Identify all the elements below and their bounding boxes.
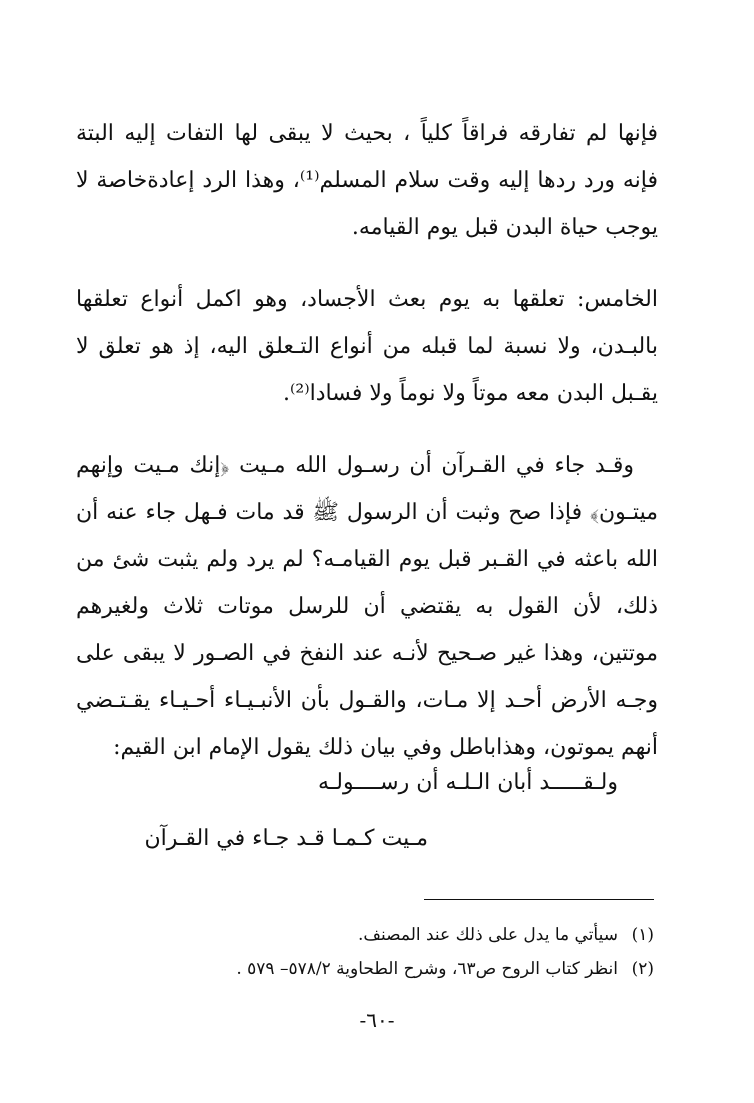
footnote-1 xyxy=(60,918,654,952)
poem-verse-line-1: ولـقـــــد أبان الـلـه أن رســــولـه xyxy=(318,770,618,795)
paragraph-1: فإنها لم تفارقه فراقاً كلياً ، بحيث لا يبقى لها التفات إليه البتة فإنه ورد ردها إليه وقت سلام المسلم⁽¹⁾، وهذا الرد إعادةخاصة لا يوجب حياة البدن قبل يوم القيامه. xyxy=(76,121,658,240)
footnote-number: (٢) xyxy=(631,959,654,979)
paragraph-2: الخامس: تعلقها به يوم بعث الأجساد، وهو اكمل أنواع تعلقها بالبـدن، ولا نسبة لما قبله من أنواع التـعلق اليه، إذ هو تعلق لا يقـبل البدن معه موتاً ولا نوماً ولا فسادا⁽²⁾. xyxy=(76,287,658,406)
footnote-number: (١) xyxy=(631,925,654,945)
footnotes xyxy=(60,918,654,986)
footnote-2 xyxy=(60,952,654,986)
poem-verse-line-2: مـيت كـمـا قـد جـاء في القـرآن xyxy=(144,826,428,851)
paragraph-3: وقـد جاء في القـرآن أن رسـول الله مـيت ﴿إنك مـيت وإنهم ميتـون﴾ فإذا صح وثبت أن الرسول ﷺ قد مات فـهل جاء عنه أن الله باعثه في القـبر قبل يوم القيامـه؟ لم يرد ولم يثبت شئ من ذلك، لأن القول به يقتضي أن للرسل موتات ثلاث ولغيرهم موتتين، وهذا غير صـحيح لأنـه عند النفخ في الصـور لا يبقى على وجـه الأرض أحـد إلا مـات، والقـول بأن الأنبـيـاء أحـيـاء يقـتـضي أنهم يموتون، وهذاباطل وفي بيان ذلك يقول الإمام ابن القيم: xyxy=(76,453,658,760)
footnote-divider xyxy=(424,899,654,900)
footnote-text: سيأتي ما يدل على ذلك عند المصنف. xyxy=(358,925,618,945)
page-number: -٦٠- xyxy=(359,1008,395,1032)
footnote-text: انظر كتاب الروح ص٦٣، وشرح الطحاوية ٥٧٨/٢– ٥٧٩ . xyxy=(236,959,618,979)
main-text xyxy=(76,110,658,796)
